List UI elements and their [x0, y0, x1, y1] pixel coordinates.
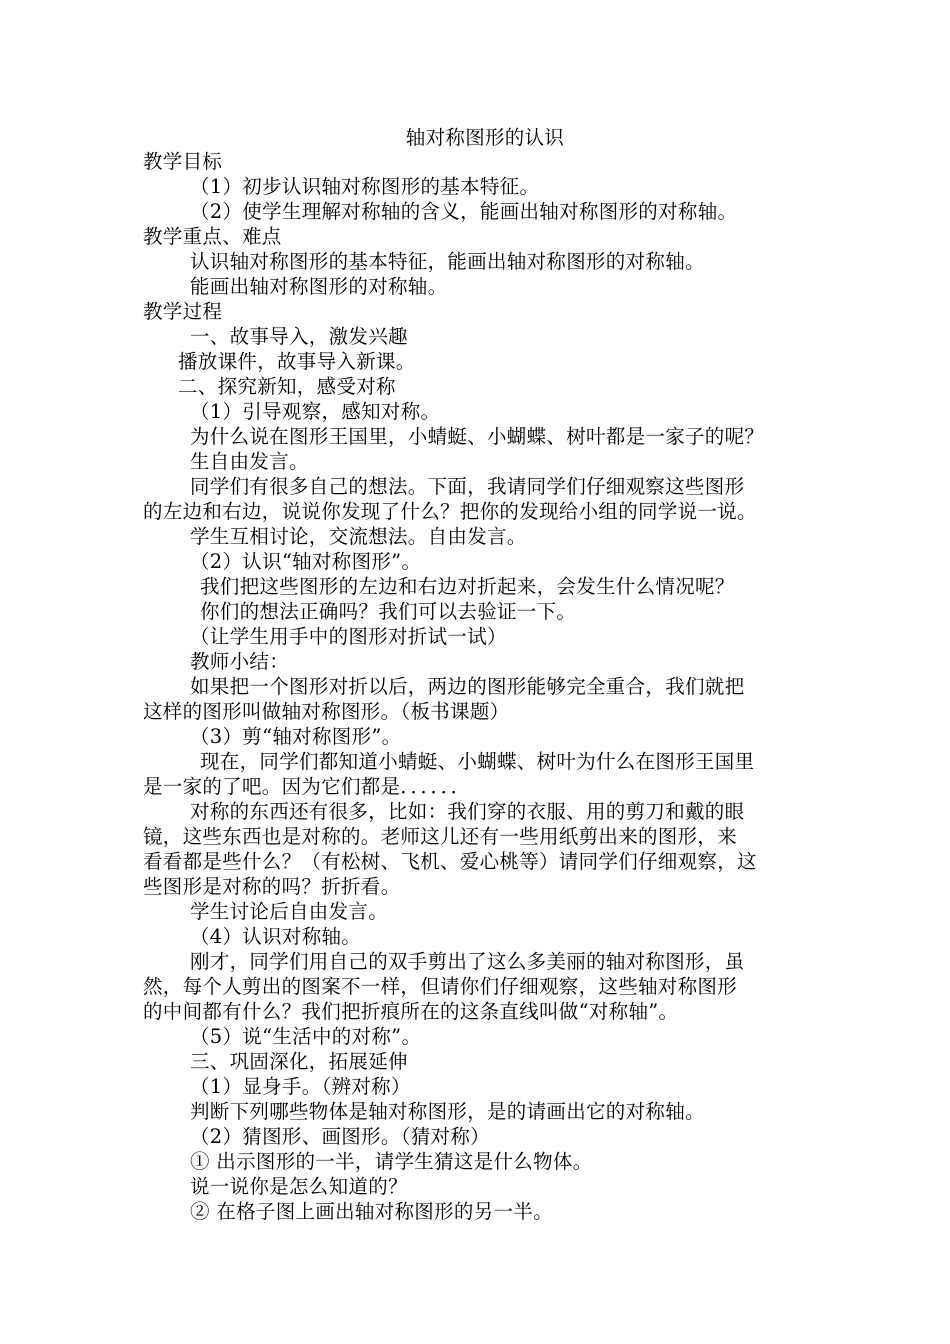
paragraph-line: 看看都是些什么？（有松树、飞机、爱心桃等）请同学们仔细观察，这 [143, 850, 757, 873]
paragraph-line: 教师小结： [190, 650, 290, 673]
paragraph-line: 学生讨论后自由发言。 [190, 900, 389, 923]
subsection-consolidate-1: （1）显身手。（辨对称） [190, 1075, 411, 1098]
paragraph-line: 镜，这些东西也是对称的。老师这儿还有一些用纸剪出来的图形，来 [143, 825, 738, 848]
paragraph-line: 生自由发言。 [190, 450, 309, 473]
paragraph-line: 我们把这些图形的左边和右边对折起来，会发生什么情况呢？ [200, 575, 735, 598]
subsection-1: （1）引导观察，感知对称。 [190, 400, 441, 423]
key-point-1: 认识轴对称图形的基本特征，能画出轴对称图形的对称轴。 [190, 250, 705, 273]
subsection-consolidate-2: （2）猜图形、画图形。（猜对称） [190, 1125, 490, 1148]
heading-teaching-process: 教学过程 [143, 300, 223, 323]
paragraph-line: 这样的图形叫做轴对称图形。（板书课题） [143, 700, 510, 723]
paragraph-line: 的中间都有什么？我们把折痕所在的这条直线叫做“对称轴”。 [143, 1000, 679, 1023]
paragraph-line: 播放课件，故事导入新课。 [178, 350, 416, 373]
paragraph-line: 些图形是对称的吗？折折看。 [143, 875, 401, 898]
paragraph-line: ② 在格子图上画出轴对称图形的另一半。 [190, 1200, 553, 1223]
paragraph-line: 为什么说在图形王国里，小蜻蜓、小蝴蝶、树叶都是一家子的呢？ [190, 425, 765, 448]
section-1-heading: 一、故事导入，激发兴趣 [190, 325, 408, 348]
subsection-4: （4）认识对称轴。 [190, 925, 362, 948]
paragraph-line: 如果把一个图形对折以后，两边的图形能够完全重合，我们就把 [190, 675, 745, 698]
paragraph-line: 同学们有很多自己的想法。下面，我请同学们仔细观察这些图形 [190, 475, 745, 498]
paragraph-line: 对称的东西还有很多，比如：我们穿的衣服、用的剪刀和戴的眼 [190, 800, 745, 823]
heading-key-points: 教学重点、难点 [143, 225, 282, 248]
heading-teaching-goals: 教学目标 [143, 150, 223, 173]
subsection-5: （5）说“生活中的对称”。 [190, 1025, 422, 1048]
document-title: 轴对称图形的认识 [405, 126, 565, 149]
paragraph-line: （让学生用手中的图形对折试一试） [190, 625, 507, 648]
paragraph-line: 判断下列哪些物体是轴对称图形，是的请画出它的对称轴。 [190, 1100, 705, 1123]
paragraph-line: 然，每个人剪出的图案不一样，但请你们仔细观察，这些轴对称图形 [143, 975, 738, 998]
paragraph-line: 你们的想法正确吗？我们可以去验证一下。 [200, 600, 577, 623]
goal-1: （1）初步认识轴对称图形的基本特征。 [190, 175, 540, 198]
paragraph-line: 学生互相讨论，交流想法。自由发言。 [190, 525, 527, 548]
subsection-2: （2）认识“轴对称图形”。 [190, 550, 422, 573]
key-point-2: 能画出轴对称图形的对称轴。 [190, 275, 448, 298]
goal-2: （2）使学生理解对称轴的含义，能画出轴对称图形的对称轴。 [190, 200, 738, 223]
paragraph-line: 说一说你是怎么知道的？ [190, 1175, 408, 1198]
paragraph-line: 是一家的了吧。因为它们都是．．．．．． [143, 775, 471, 798]
paragraph-line: 刚才，同学们用自己的双手剪出了这么多美丽的轴对称图形，虽 [190, 950, 745, 973]
subsection-3: （3）剪“轴对称图形”。 [190, 725, 402, 748]
paragraph-line: 现在，同学们都知道小蜻蜓、小蝴蝶、树叶为什么在图形王国里 [200, 750, 755, 773]
section-2-heading: 二、探究新知，感受对称 [178, 375, 396, 398]
paragraph-line: 的左边和右边，说说你发现了什么？把你的发现给小组的同学说一说。 [143, 500, 757, 523]
paragraph-line: ① 出示图形的一半，请学生猜这是什么物体。 [190, 1150, 593, 1173]
section-3-heading: 三、巩固深化，拓展延伸 [190, 1050, 408, 1073]
